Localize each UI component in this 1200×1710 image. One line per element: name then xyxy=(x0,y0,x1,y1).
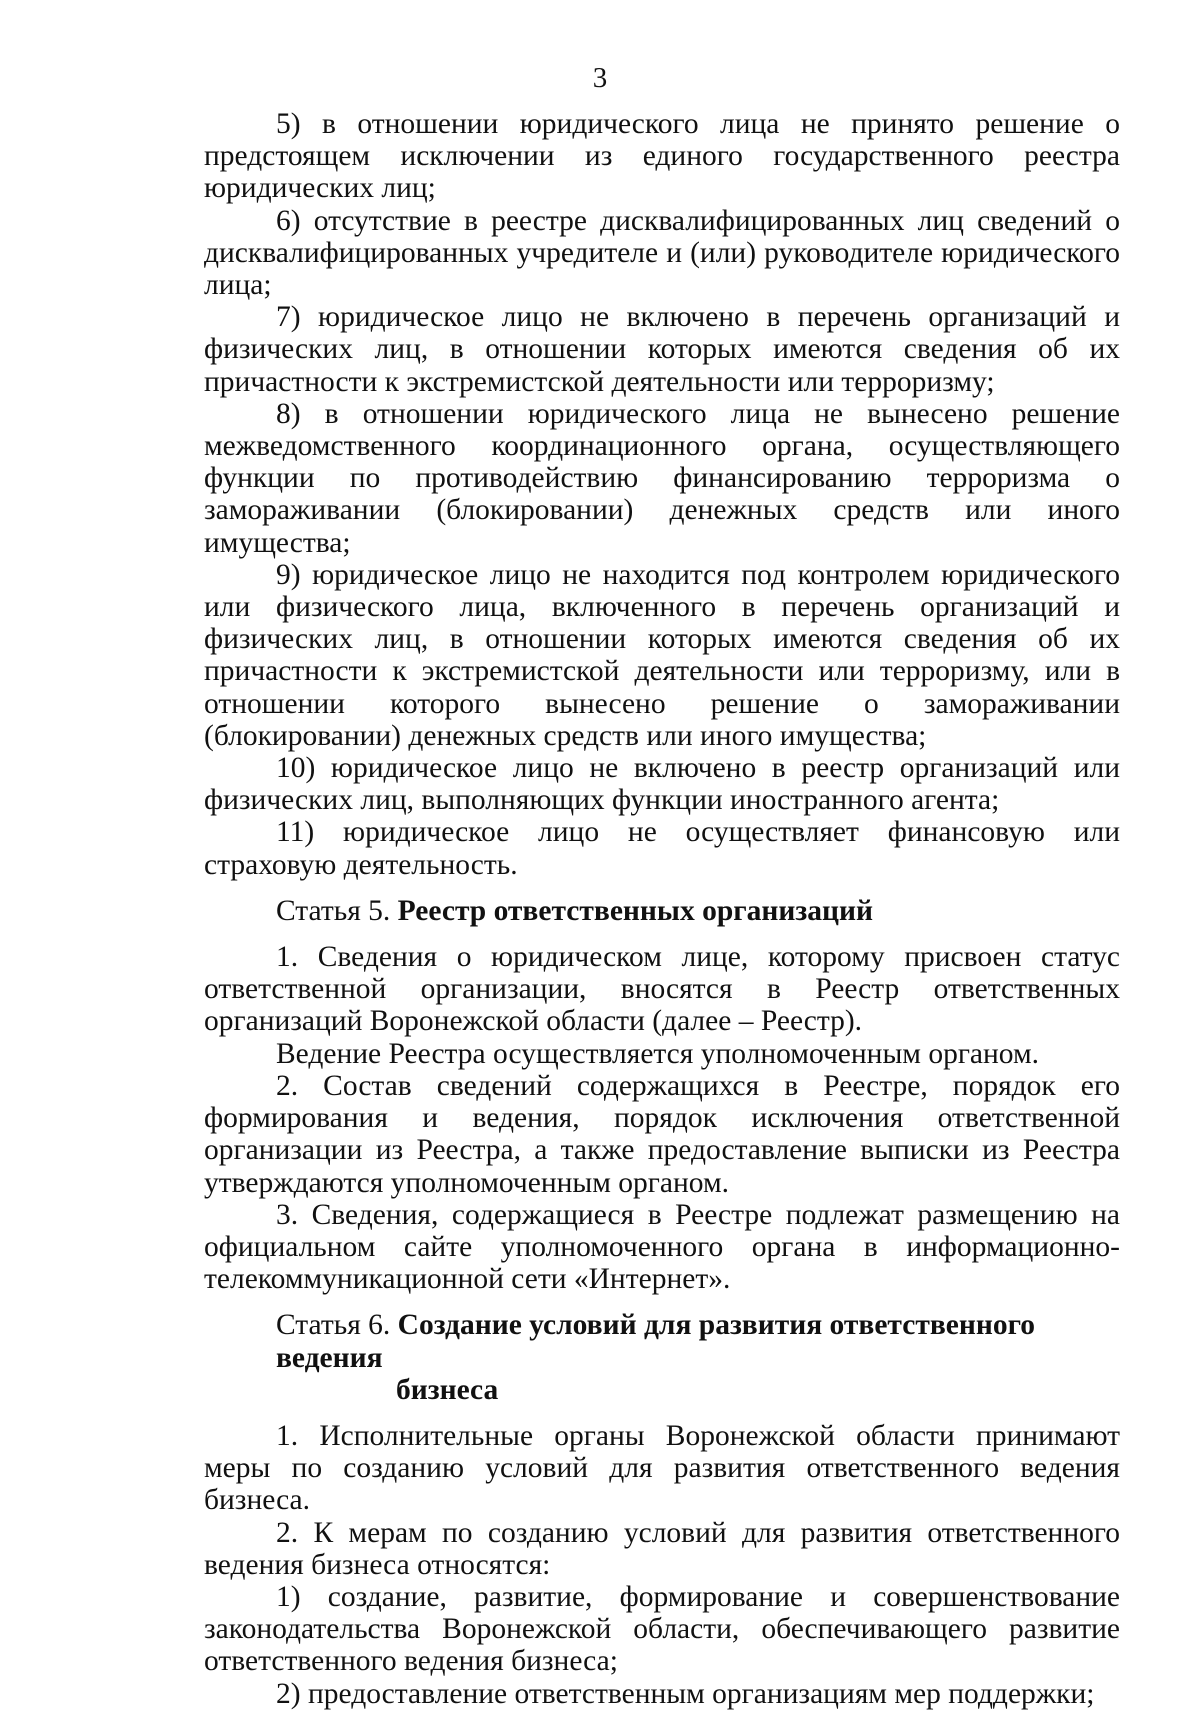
article-5-prefix: Статья 5. xyxy=(276,894,391,927)
list-item: 6) отсутствие в реестре дисквалифицированных лиц сведений о дисквалифицированных учредителе и (или) руководителе юридического лица; xyxy=(204,204,1120,302)
paragraph: 2. К мерам по созданию условий для развития ответственного ведения бизнеса относятся: xyxy=(204,1516,1120,1581)
article-6-prefix: Статья 6. xyxy=(276,1309,391,1342)
paragraph: 2. Состав сведений содержащихся в Реестре, порядок его формирования и ведения, порядок исключения ответственной организации из Реестра, а также предоставление выписки из Реестра утверждаются уполномоченным органом. xyxy=(204,1069,1120,1199)
list-item: 5) в отношении юридического лица не принято решение о предстоящем исключении из единого государственного реестра юридических лиц; xyxy=(204,108,1120,205)
list-item: 11) юридическое лицо не осуществляет финансовую или страховую деятельность. xyxy=(204,816,1120,881)
list-item: 10) юридическое лицо не включено в реестр организаций или физических лиц, выполняющих функции иностранного агента; xyxy=(204,752,1120,817)
list-item: 8) в отношении юридического лица не вынесено решение межведомственного координационного органа, осуществляющего функции по противодействию финансированию терроризма о замораживании (блокировании) денежных средств или иного имущества; xyxy=(204,397,1120,559)
document-body xyxy=(204,108,1120,1710)
paragraph: Ведение Реестра осуществляется уполномоченным органом. xyxy=(276,1037,1040,1070)
list-item: 9) юридическое лицо не находится под контролем юридического или физического лица, включенного в перечень организаций и физических лиц, в отношении которых имеются сведения об их причастности к экстремистской деятельности или терроризму, или в отношении которого вынесено решение о замораживании (блокировании) денежных средств или иного имущества; xyxy=(204,558,1120,752)
article-5-title: Реестр ответственных организаций xyxy=(397,894,873,927)
page-number: 3 xyxy=(592,62,608,94)
paragraph: 1. Сведения о юридическом лице, которому присвоен статус ответственной организации, вносятся в Реестр ответственных организаций Воронежской области (далее – Реестр). xyxy=(204,941,1120,1038)
list-item: 1) создание, развитие, формирование и совершенствование законодательства Воронежской области, обеспечивающего развитие ответственного ведения бизнеса; xyxy=(204,1580,1120,1678)
article-6-title: Создание условий для развития ответственного ведения xyxy=(276,1309,1036,1374)
list-item: 2) предоставление ответственным организациям мер поддержки; xyxy=(276,1677,1095,1710)
article-6-title-continuation: бизнеса xyxy=(396,1373,499,1406)
list-item: 7) юридическое лицо не включено в перечень организаций и физических лиц, в отношении которых имеются сведения об их причастности к экстремистской деятельности или терроризму; xyxy=(204,301,1120,398)
article-5-heading xyxy=(204,895,1120,927)
paragraph: 1. Исполнительные органы Воронежской области принимают меры по созданию условий для развития ответственного ведения бизнеса. xyxy=(204,1419,1120,1517)
paragraph: 3. Сведения, содержащиеся в Реестре подлежат размещению на официальном сайте уполномоченного органа в информационно-телекоммуникационной сети «Интернет». xyxy=(204,1198,1120,1296)
article-6-heading xyxy=(204,1309,1120,1406)
